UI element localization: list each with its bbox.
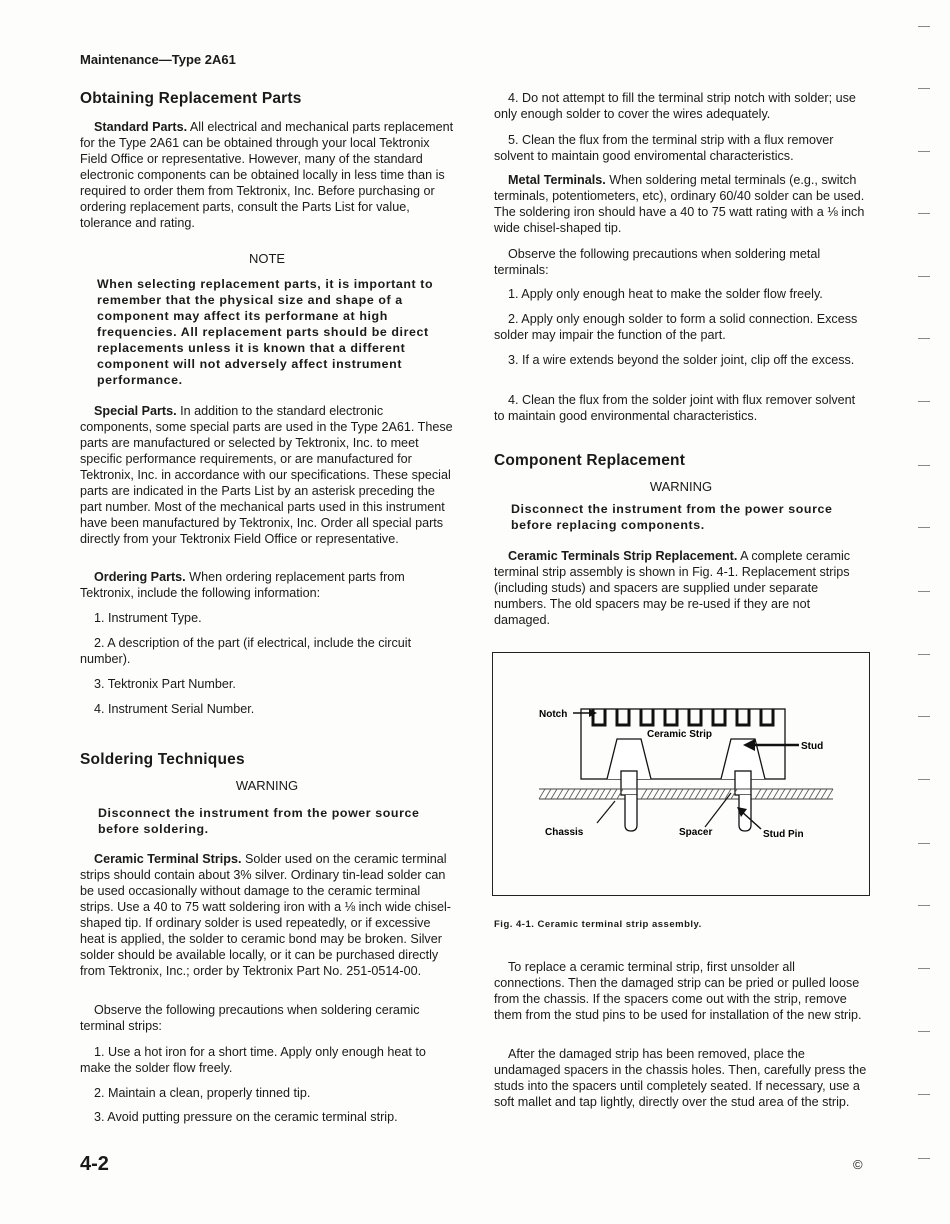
ordering-parts-text: When ordering replacement parts from Tektronix, include the following information: [80,570,405,600]
section-heading-component-replacement: Component Replacement [494,452,686,469]
hatch-line [659,789,665,799]
hatch-line [599,789,605,799]
paragraph-standard-parts [80,119,454,231]
note-body: When selecting replacement parts, it is important to remember that the physical size and shape of a component may affect its performane at high frequencies. All replacement parts should be direct replacements unless it is known that a different component will not adversely affect instrument performance. [97,277,434,387]
hatch-line [689,789,695,799]
margin-mark [918,1158,930,1159]
order-item: 1. Instrument Type. [94,611,202,625]
runin-ceramic-strips: Ceramic Terminal Strips. [94,852,242,866]
hatch-line [671,789,677,799]
hatch-line [641,789,647,799]
paragraph-strip-replacement [494,548,868,628]
margin-mark [918,779,930,780]
ceramic-item: 2. Maintain a clean, properly tinned tip. [94,1086,311,1100]
hatch-line [827,789,833,799]
label-notch: Notch [539,709,568,720]
runin-standard-parts: Standard Parts. [94,120,188,134]
chassis-leader [597,801,615,823]
warning-title: WARNING [235,778,299,793]
hatch-line [803,789,809,799]
hatch-line [761,789,767,799]
section-heading-replacement-parts: Obtaining Replacement Parts [80,90,302,107]
margin-mark [918,213,930,214]
order-item: 4. Instrument Serial Number. [94,702,255,716]
hatch-line [551,789,557,799]
hatch-line [755,789,761,799]
ceramic-item: 4. Do not attempt to fill the terminal strip notch with solder; use only enough solder to cover the wires adequately. [494,91,856,121]
figure-ceramic-strip [492,652,870,896]
hatch-line [791,789,797,799]
hatch-line [569,789,575,799]
margin-mark [918,338,930,339]
hatch-line [707,789,713,799]
paragraph-observe-metal: Observe the following precautions when soldering metal terminals: [494,247,821,277]
paragraph-metal-terminals [494,172,868,236]
hatch-line [779,789,785,799]
hatch-line [605,789,611,799]
hatch-line [575,789,581,799]
margin-mark [918,26,930,27]
margin-mark [918,1094,930,1095]
margin-mark [918,401,930,402]
hatch-line [581,789,587,799]
spacer-right [735,771,751,795]
figure-caption: Fig. 4-1. Ceramic terminal strip assembly. [494,919,702,930]
hatch-line [557,789,563,799]
margin-mark [918,654,930,655]
order-item: 3. Tektronix Part Number. [94,677,236,691]
section-heading-soldering: Soldering Techniques [80,751,245,768]
hatch-line [797,789,803,799]
margin-mark [918,716,930,717]
runin-ordering-parts: Ordering Parts. [94,570,186,584]
strip-notches [593,709,773,725]
ceramic-strip-diagram [493,653,869,895]
runin-special-parts: Special Parts. [94,404,177,418]
paragraph-ordering-parts [80,569,454,601]
order-item: 2. A description of the part (if electrical, include the circuit number). [80,636,412,666]
paragraph-special-parts [80,403,454,547]
hatch-line [821,789,827,799]
page-number: 4-2 [80,1153,109,1175]
label-stud-pin: Stud Pin [763,829,804,840]
ceramic-item: 1. Use a hot iron for a short time. Apply only enough heat to make the solder flow freely. [80,1045,426,1075]
margin-mark [918,1031,930,1032]
margin-mark [918,968,930,969]
hatch-line [695,789,701,799]
hatch-line [785,789,791,799]
hatch-line [815,789,821,799]
margin-mark [918,843,930,844]
margin-mark [918,591,930,592]
hatch-line [773,789,779,799]
label-ceramic-strip: Ceramic Strip [647,729,713,740]
paragraph-ceramic-strips [80,851,454,979]
metal-terminals-text: When soldering metal terminals (e.g., switch terminals, potentiometers, etc), ordinary 60/40 solder can be used. The soldering iron should have a 40 to 75 watt rating with a ⅛ inch wide chisel-shaped tip. [494,173,865,235]
paragraph-after-removal: After the damaged strip has been removed, place the undamaged spacers in the chassis holes. Then, carefully press the studs into the spacers until completely seated. If necessary, use a soft mallet and tap lightly, directly over the stud area of the strip. [494,1047,867,1109]
metal-item: 3. If a wire extends beyond the solder joint, clip off the excess. [508,353,855,367]
hatch-line [683,789,689,799]
margin-mark [918,88,930,89]
hatch-line [539,789,545,799]
runin-metal-terminals: Metal Terminals. [508,173,606,187]
copyright-symbol: © [853,1157,863,1172]
standard-parts-text: All electrical and mechanical parts replacement for the Type 2A61 can be obtained through your local Tektronix Field Office or representative. However, many of the standard electronic components can be obtained locally in less time than is required to order them from Tektronix, Inc. Before purchasing or ordering replacement parts, consult the Parts List for value, tolerance and rating. [80,120,454,230]
hatch-line [719,789,725,799]
label-stud: Stud [801,741,824,752]
hatch-line [563,789,569,799]
margin-mark [918,151,930,152]
paragraph-replace-strip: To replace a ceramic terminal strip, first unsolder all connections. Then the damaged strip can be pried or pulled loose from the chassis. If the spacers come out with the strip, remove them from the stud pins to be used for installation of the new strip. [494,960,862,1022]
hatch-line [653,789,659,799]
runin-strip-replacement: Ceramic Terminals Strip Replacement. [508,549,738,563]
hatch-line [677,789,683,799]
hatch-line [587,789,593,799]
special-parts-text: In addition to the standard electronic components, some special parts are used in the Type 2A61. These parts are manufactured or selected by Tektronix, Inc. to meet specific performance requirements, or are manufactured for Tektronix, Inc. in accordance with our specifications. These special parts are indicated in the Parts List by an asterisk preceding the part number. Most of the mechanical parts used in this instrument have been manufactured by Tektronix, Inc. Order all special parts directly from your Tektronix Field Office or representative. [80,404,453,546]
metal-item: 1. Apply only enough heat to make the solder flow freely. [508,287,823,301]
label-chassis: Chassis [545,827,584,838]
strip-replacement-text: A complete ceramic terminal strip assembly is shown in Fig. 4-1. Replacement strips (including studs) and spacers are supplied under separate numbers. The old spacers may be re-used if they are not damaged. [494,549,851,627]
hatch-line [611,789,617,799]
hatch-line [713,789,719,799]
hatch-line [767,789,773,799]
ceramic-item: 5. Clean the flux from the terminal strip with a flux remover solvent to maintain good enviromental characteristics. [494,133,834,163]
hatch-line [701,789,707,799]
warning-body: Disconnect the instrument from the power source before replacing components. [511,502,833,532]
margin-mark [918,527,930,528]
stud-pin-left [625,795,637,831]
margin-mark [918,905,930,906]
margin-mark [918,465,930,466]
warning-title: WARNING [649,479,713,494]
metal-item: 2. Apply only enough solder to form a solid connection. Excess solder may impair the function of the part. [494,312,858,342]
spacer-left [621,771,637,795]
warning-body: Disconnect the instrument from the power source before soldering. [98,806,420,836]
hatch-line [647,789,653,799]
label-spacer: Spacer [679,827,713,838]
ceramic-item: 3. Avoid putting pressure on the ceramic terminal strip. [94,1110,398,1124]
paragraph-observe-ceramic: Observe the following precautions when soldering ceramic terminal strips: [80,1003,420,1033]
metal-item: 4. Clean the flux from the solder joint with flux remover solvent to maintain good environmental characteristics. [494,393,856,423]
ceramic-strips-text: Solder used on the ceramic terminal strips should contain about 3% silver. Ordinary tin-lead solder can be used occasionally without damage to the ceramic terminal strips. Use a 40 to 75 watt soldering iron with a ⅛ inch wide chisel-shaped tip. If ordinary solder is used repeatedly, or if excessive heat is applied, the solder to ceramic bond may be broken. Silver solder should be available locally, or it can be purchased directly from Tektronix, Inc.; order by Tektronix Part No. 251-0514-00. [80,852,451,978]
hatch-line [545,789,551,799]
margin-mark [918,276,930,277]
running-header: Maintenance—Type 2A61 [80,52,236,67]
hatch-line [809,789,815,799]
note-title: NOTE [248,251,286,266]
hatch-line [665,789,671,799]
spacer-leader [705,793,731,827]
hatch-line [593,789,599,799]
